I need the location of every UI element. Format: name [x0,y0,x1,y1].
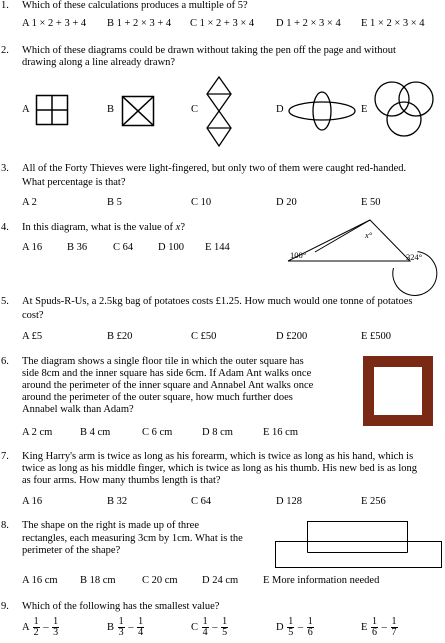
question-number: 6. [1,356,9,367]
diagram-label-b: B [107,104,115,115]
option-d: D 8 cm [202,427,233,438]
question-text-line: Annabel walk than Adam? [22,404,134,415]
diagram-c-stacked-triangles [206,76,232,148]
option-d: D 20 [276,197,297,208]
question-number: 5. [1,296,9,307]
option-c: C $\frac{1}{4}$ – $\frac{1}{5}$ [191,616,228,638]
option-b: B 4 cm [80,427,111,438]
question-text-line: around the perimeter of the outer square, how much further does [22,392,293,403]
option-a: A £5 [22,331,43,342]
option-e: E $\frac{1}{6}$ – $\frac{1}{7}$ [361,616,397,638]
option-b: B 1 + 2 × 3 + 4 [107,18,172,29]
option-c: C 64 [191,496,212,507]
question-number: 8. [1,520,9,531]
question-text-line: The shape on the right is made up of three [22,520,199,531]
option-e: E 1 × 2 × 3 × 4 [361,18,425,29]
question-text: Which of these calculations produces a multiple of 5? [22,0,248,11]
option-e: E £500 [361,331,392,342]
option-c: C 20 cm [142,575,178,586]
option-c: C 1 × 2 + 3 × 4 [190,18,255,29]
option-d: D 1 + 2 × 3 × 4 [276,18,341,29]
question-number: 7. [1,451,9,462]
option-a: A $\frac{1}{2}$ – $\frac{1}{3}$ [22,616,59,638]
angle-label-324: 324° [406,252,423,262]
question-text-line: The diagram shows a single floor tile in which the outer square has [22,356,304,367]
option-c: C 6 cm [142,427,173,438]
question-number: 4. [1,222,9,233]
question-text-line: perimeter of the shape? [22,545,121,556]
option-b: B 18 cm [80,575,116,586]
option-a: A 2 [22,197,37,208]
option-d: D 128 [276,496,302,507]
diagram-label-e: E [361,104,368,115]
question-text-line: side 8cm and the inner square has side 6cm. If Adam Ant walks once [22,368,312,379]
question-text-line: All of the Forty Thieves were light-fingered, but only two of them were caught red-handed. [22,163,407,174]
angle-label-x: x° [365,230,373,240]
question-text: In this diagram, what is the value of x? [22,222,186,233]
angle-label-100: 100° [290,250,307,260]
question-text: Which of the following has the smallest value? [22,601,220,612]
diagram-a-grid-square [36,95,68,125]
option-e: E 144 [205,242,230,253]
question-text-line: Which of these diagrams could be drawn without taking the pen off the page and without [22,45,396,56]
option-d: D 24 cm [202,575,239,586]
option-a: A 2 cm [22,427,53,438]
option-d: D £200 [276,331,308,342]
option-c: C 64 [113,242,134,253]
diagram-b-crossed-square [122,96,154,126]
option-b: B 5 [107,197,122,208]
option-e: E 256 [361,496,386,507]
question-text-line: cost? [22,310,44,321]
question-number: 1. [1,0,9,11]
option-b: B 32 [107,496,128,507]
option-c: C 10 [191,197,212,208]
option-a: A 16 [22,242,43,253]
question-number: 2. [1,45,9,56]
diagram-label-c: C [191,104,199,115]
rectangles-shape-diagram [274,519,444,571]
question-text-line: as four arms. How many thumbs length is that? [22,475,221,486]
question-text-line: twice as long as his middle finger, which is twice as long as his thumb. His new bed is as long [22,463,418,474]
diagram-label-d: D [276,104,284,115]
option-e: E 50 [361,197,381,208]
option-c: C £50 [191,331,217,342]
question-text-line: drawing along a line already drawn? [22,57,176,68]
option-a: A 16 [22,496,43,507]
option-a: A 16 cm [22,575,58,586]
option-e: E More information needed [263,575,380,586]
option-b: B £20 [107,331,133,342]
option-d: D 100 [158,242,184,253]
question-number: 9. [1,601,9,612]
question-text-line: around the perimeter of the inner square and Annabel Ant walks once [22,380,314,391]
option-e: E 16 cm [263,427,298,438]
question-text-line: What percentage is that? [22,177,126,188]
diagram-label-a: A [22,104,30,115]
floor-tile-diagram [363,356,433,426]
option-b: B $\frac{1}{3}$ – $\frac{1}{4}$ [107,616,144,638]
diagram-d-ellipse-cross [287,91,357,131]
question-number: 3. [1,163,9,174]
question-text-line: King Harry's arm is twice as long as his forearm, which is twice as long as his hand, which is [22,451,414,462]
option-b: B 36 [67,242,88,253]
diagram-e-three-circles [372,80,438,138]
question-text-line: rectangles, each measuring 3cm by 1cm. What is the [22,533,243,544]
option-a: A 1 × 2 + 3 + 4 [22,18,87,29]
angle-triangle-diagram [285,212,445,274]
question-text-line: At Spuds-R-Us, a 2.5kg bag of potatoes costs £1.25. How much would one tonne of potatoes [22,296,413,307]
option-d: D $\frac{1}{5}$ – $\frac{1}{6}$ [276,616,313,638]
